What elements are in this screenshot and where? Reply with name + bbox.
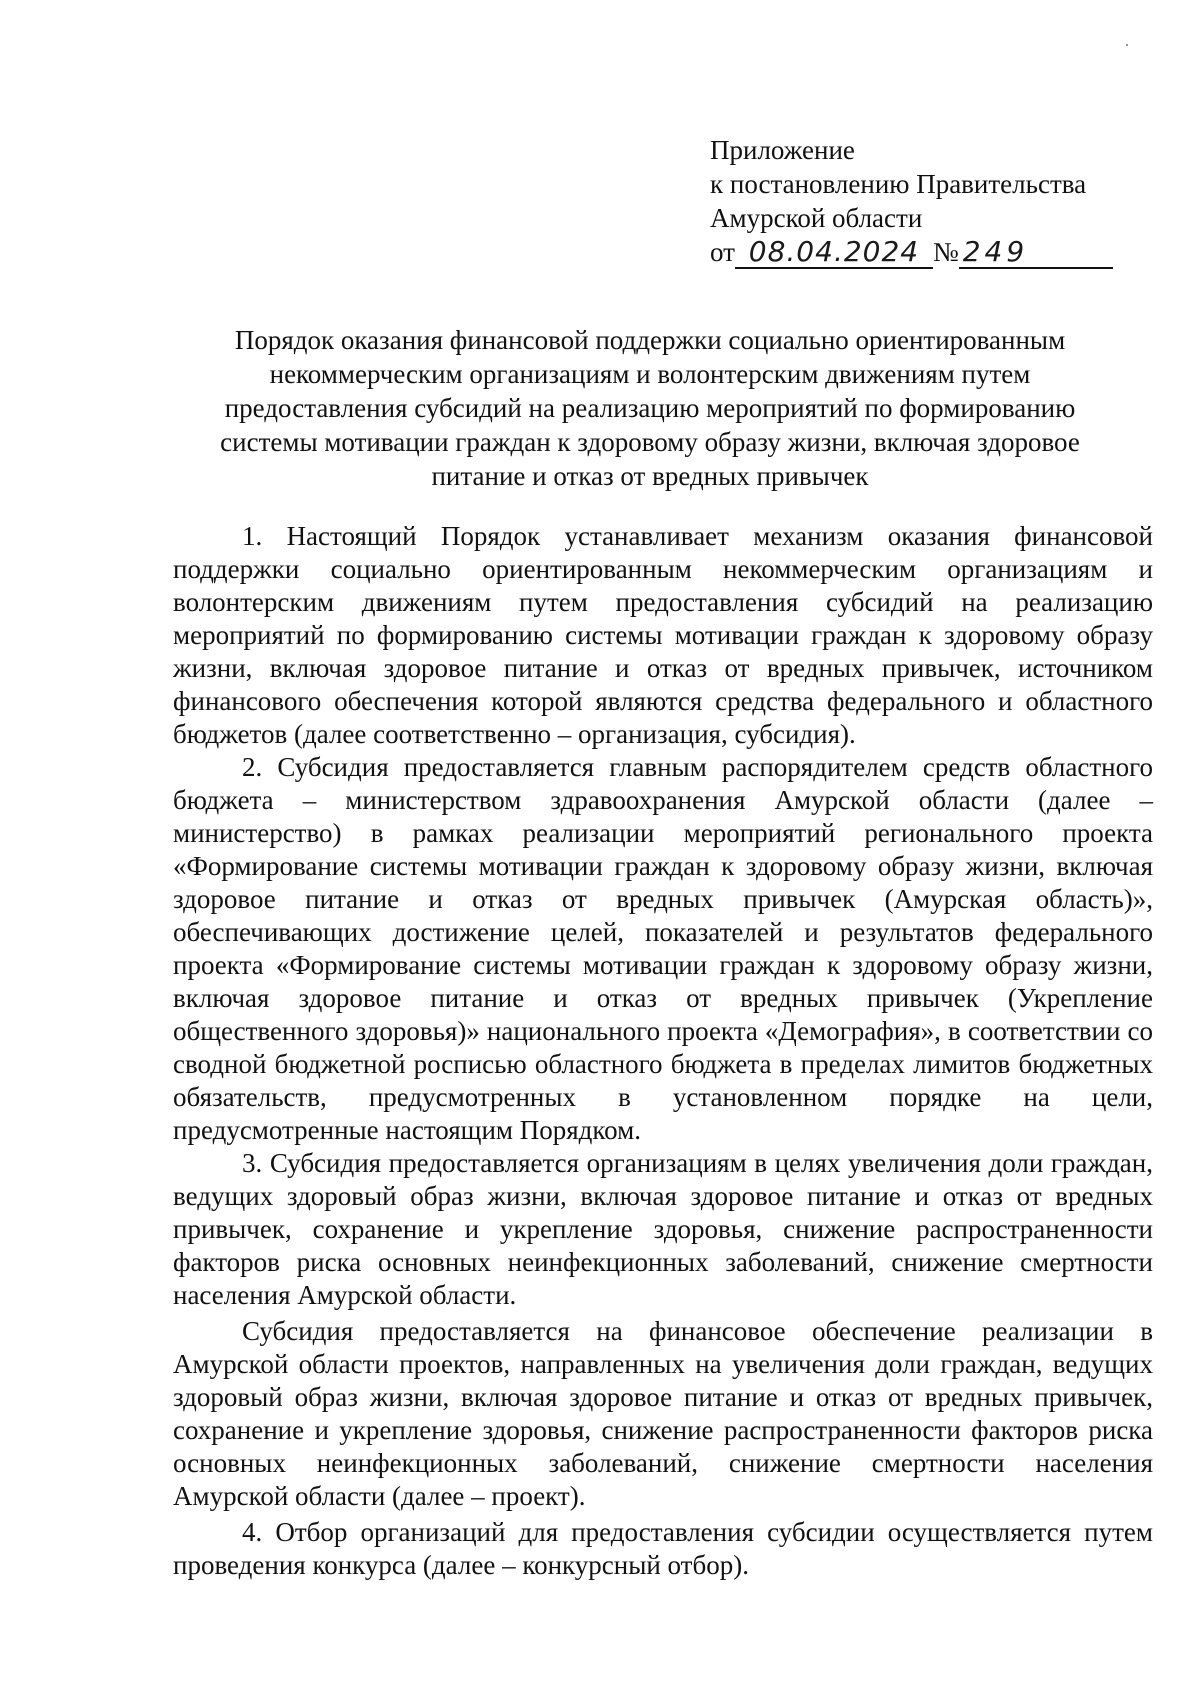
appendix-header xyxy=(710,133,1130,269)
appendix-label: Приложение xyxy=(710,135,855,165)
date-number-line xyxy=(710,235,1130,269)
region-name: Амурской области xyxy=(710,203,923,233)
handwritten-number: 249 xyxy=(959,237,1113,269)
document-body xyxy=(173,520,1153,1582)
handwritten-date: 08.04.2024 xyxy=(735,237,933,269)
paragraph-4: 4. Отбор организаций для предоставления субсидии осуществляется путем проведения конкурса (далее – конкурсный отбор). xyxy=(173,1517,1153,1580)
paragraph-3: 3. Субсидия предоставляется организациям в целях увеличения доли граждан, ведущих здоровый образ жизни, включая здоровое питание и отказ от вредных привычек, сохранение и укрепление здоровья, снижение распространенности факторов риска основных неинфекционных заболеваний, снижение смертности населения Амурской области. xyxy=(173,1148,1153,1310)
paragraph-3-continued: Субсидия предоставляется на финансовое обеспечение реализации в Амурской области проектов, направленных на увеличения доли граждан, ведущих здоровый образ жизни, включая здоровое питание и отказ от вредных привычек, сохранение и укрепление здоровья, снижение распространенности факторов риска основных неинфекционных заболеваний, снижение смертности населения Амурской области (далее – проект). xyxy=(173,1316,1153,1511)
number-prefix: № xyxy=(932,237,959,267)
resolution-reference: к постановлению Правительства xyxy=(710,169,1087,199)
scan-speck xyxy=(1126,44,1128,46)
paragraph-1: 1. Настоящий Порядок устанавливает механизм оказания финансовой поддержки социально ориентированным некоммерческим организациям и волонтерским движениям путем предоставления субсидий на реализацию мероприятий по формированию системы мотивации граждан к здоровому образу жизни, включая здоровое питание и отказ от вредных привычек, источником финансового обеспечения которой являются средства федерального и областного бюджетов (далее соответственно – организация, субсидия). xyxy=(173,521,1153,749)
document-title: Порядок оказания финансовой поддержки социально ориентированным некоммерческим организациям и волонтерским движениям путем предоставления субсидий на реализацию мероприятий по формированию системы мотивации граждан к здоровому образу жизни, включая здоровое питание и отказ от вредных привычек xyxy=(220,325,1080,491)
date-prefix: от xyxy=(710,237,735,267)
paragraph-2: 2. Субсидия предоставляется главным распорядителем средств областного бюджета – министерством здравоохранения Амурской области (далее – министерство) в рамках реализации мероприятий регионального проекта «Формирование системы мотивации граждан к здоровому образу жизни, включая здоровое питание и отказ от вредных привычек (Амурская область)», обеспечивающих достижение целей, показателей и результатов федерального проекта «Формирование системы мотивации граждан к здоровому образу жизни, включая здоровое питание и отказ от вредных привычек (Укрепление общественного здоровья)» национального проекта «Демография», в соответствии со сводной бюджетной росписью областного бюджета в пределах лимитов бюджетных обязательств, предусмотренных в установленном порядке на цели, предусмотренные настоящим Порядком. xyxy=(173,752,1153,1145)
